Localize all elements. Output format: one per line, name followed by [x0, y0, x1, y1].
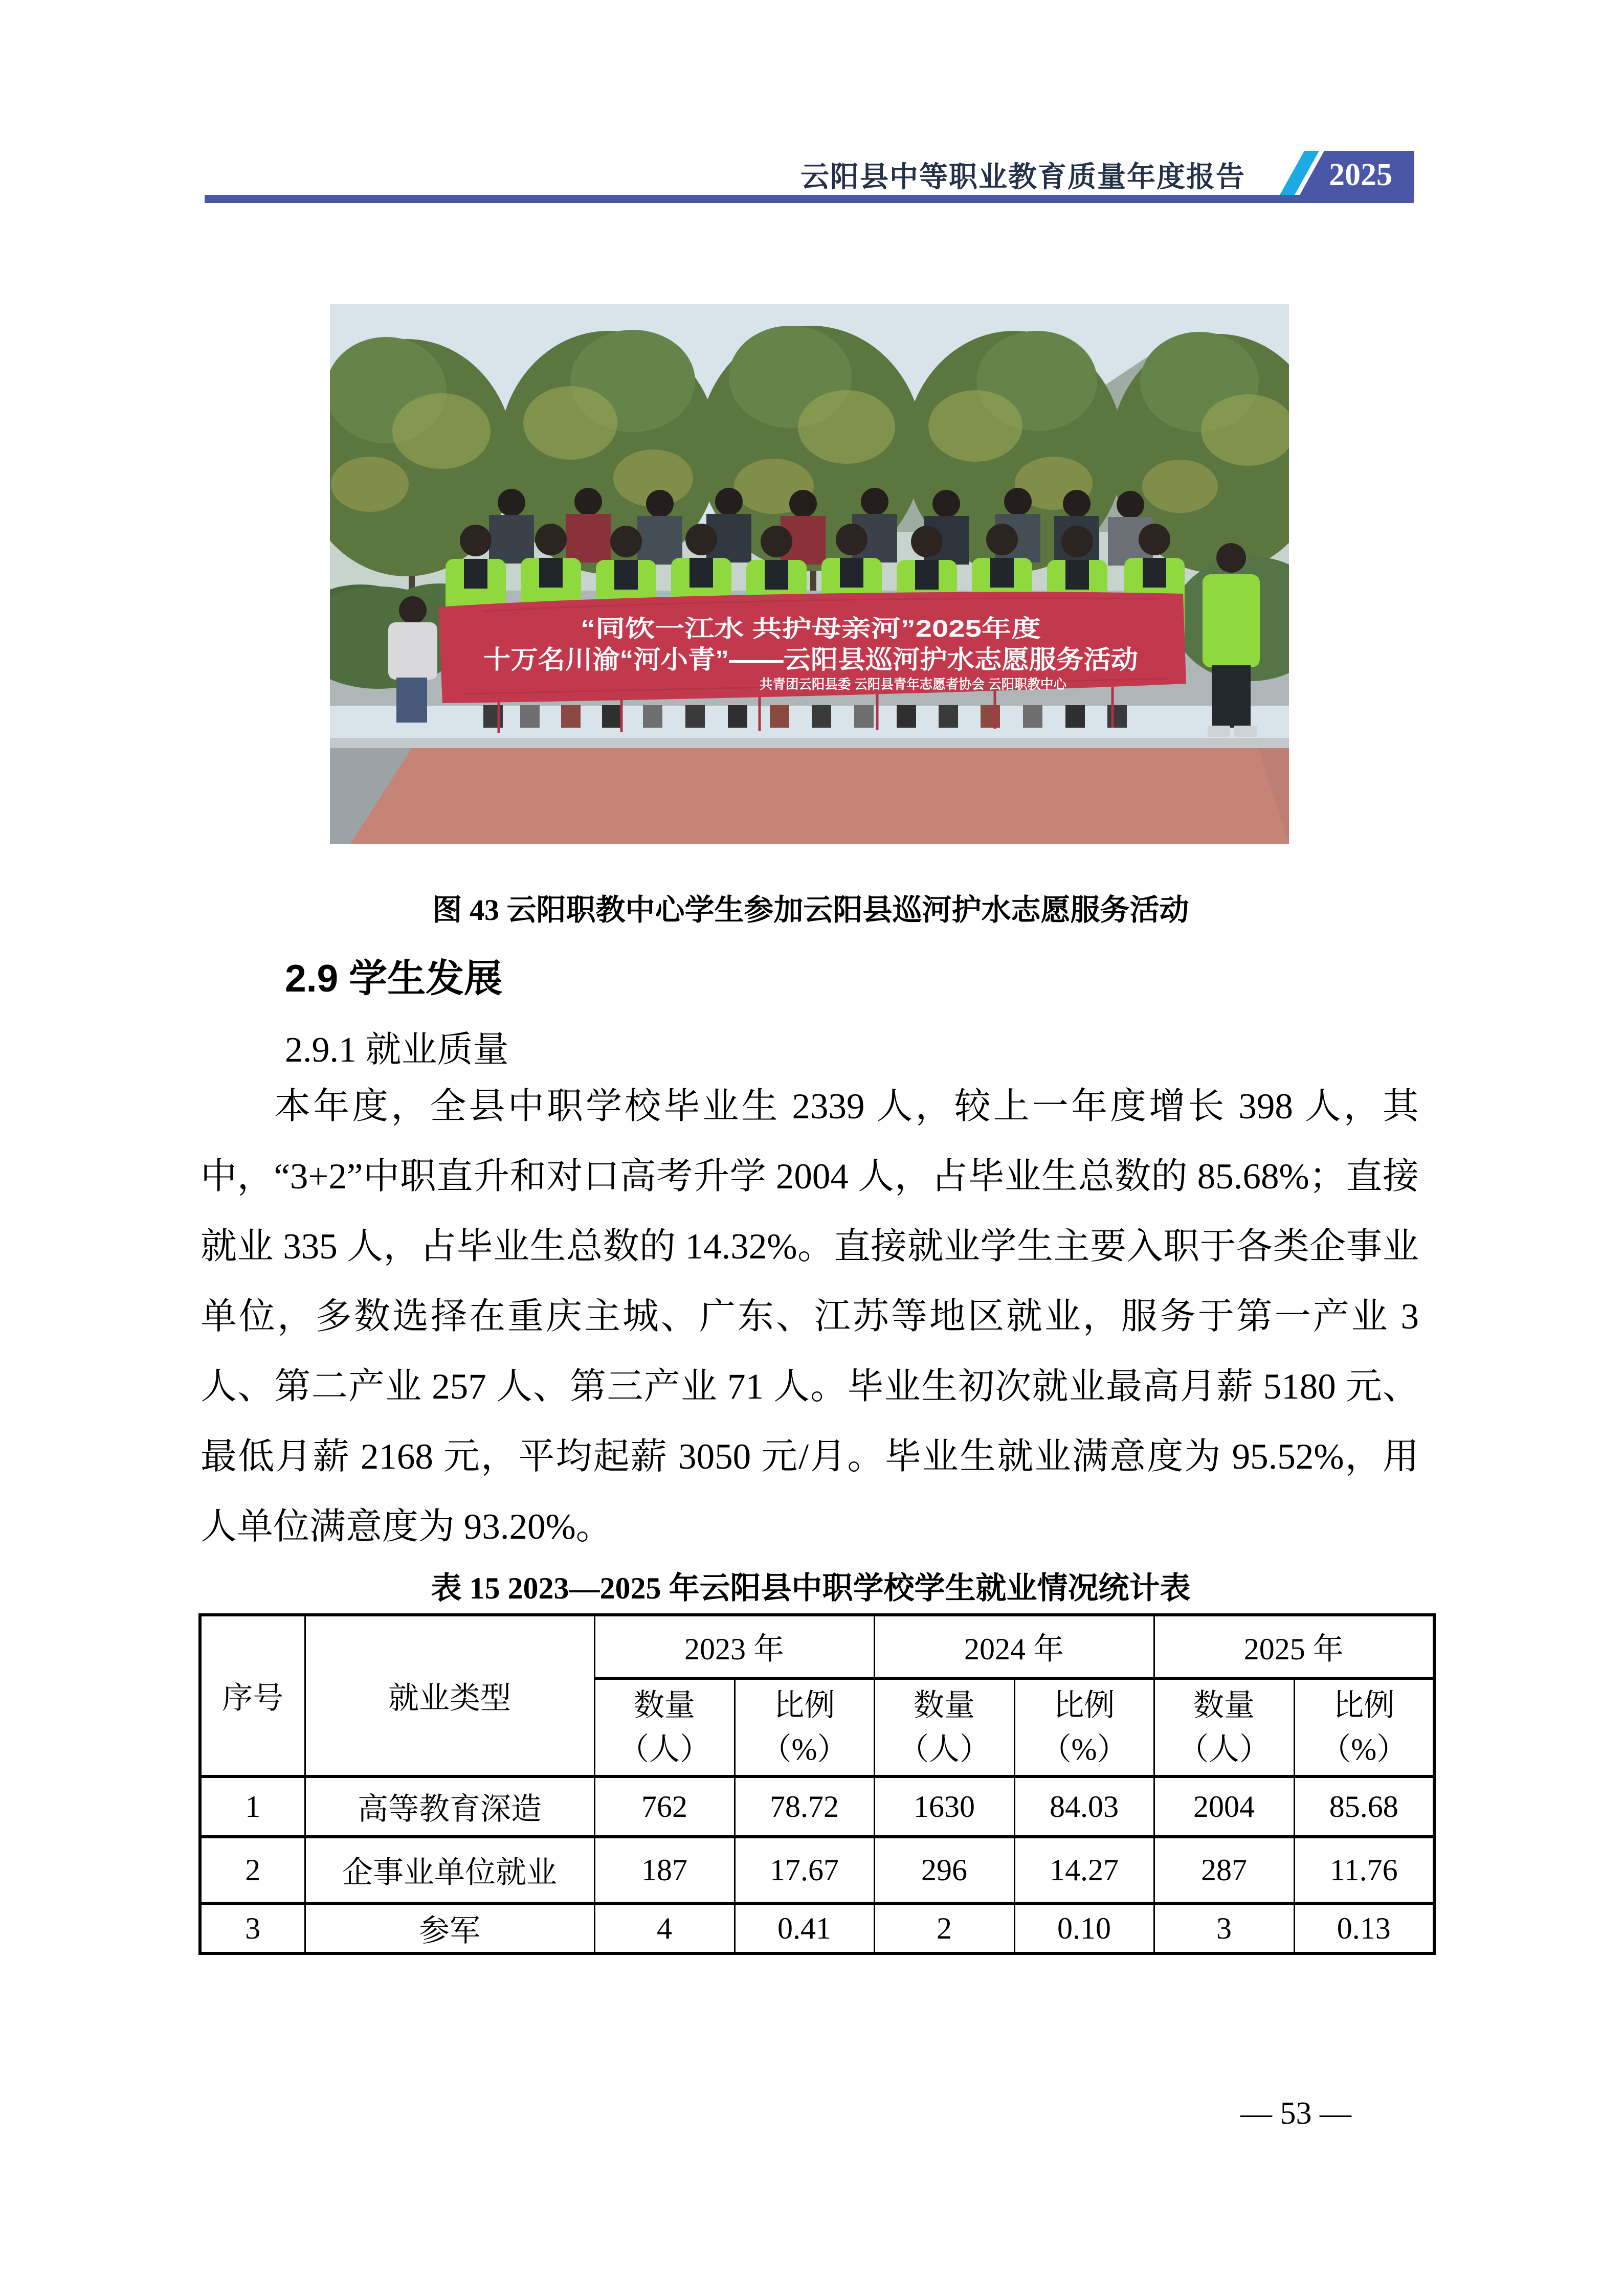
col-header-type: 就业类型 — [305, 1615, 594, 1776]
qty-label: 数量 — [914, 1689, 975, 1722]
cell-seq: 1 — [200, 1776, 305, 1837]
body-paragraph: 本年度，全县中职学校毕业生 2339 人，较上一年度增长 398 人，其中，“3+2”中职直升和对口高考升学 2004 人，占毕业生总数的 85.68%；直接就业 335 人，占毕业生总数的 14.32%。直接就业学生主要入职于各类企事业单位，多数选择在重庆主城、广东、江苏等地区就业，服务于第一产业 3 人、第二产业 257 人、第三产业 71 人。毕业生初次就业最高月薪 5180 元、最低月薪 2168 元，平均起薪 3050 元/月。毕业生就业满意度为 95.52%，用人单位满意度为 93.20%。 — [201, 1087, 1419, 1547]
cell-value: 78.72 — [735, 1776, 874, 1837]
table-caption: 表 15 2023—2025 年云阳县中职学校学生就业情况统计表 — [431, 1571, 1191, 1605]
cell-seq: 3 — [200, 1903, 305, 1953]
col-header-year-2024: 2024 年 — [874, 1615, 1154, 1678]
ratio-unit: （%） — [1320, 1732, 1408, 1766]
cell-value: 3 — [1154, 1903, 1294, 1953]
col-header-ratio-2024 — [1014, 1678, 1154, 1776]
col-header-ratio-2025 — [1294, 1678, 1434, 1776]
ratio-label: 比例 — [1053, 1689, 1115, 1722]
page-number: — 53 — — [1240, 2096, 1351, 2131]
cell-value: 85.68 — [1294, 1776, 1434, 1837]
badge-year-text: 2025 — [1329, 157, 1392, 192]
cell-value: 84.03 — [1014, 1776, 1154, 1837]
cell-value: 187 — [594, 1837, 735, 1903]
subsection-heading: 2.9.1 就业质量 — [285, 1030, 509, 1070]
cell-value: 11.76 — [1294, 1837, 1434, 1903]
table-row — [200, 1903, 1434, 1953]
ratio-label: 比例 — [773, 1689, 835, 1722]
section-heading: 2.9 学生发展 — [285, 957, 503, 1000]
cell-value: 0.13 — [1294, 1903, 1434, 1953]
cell-value: 14.27 — [1014, 1837, 1154, 1903]
cell-seq: 2 — [200, 1837, 305, 1903]
qty-label: 数量 — [1193, 1689, 1255, 1722]
banner — [438, 592, 1186, 703]
cell-value: 4 — [594, 1903, 735, 1953]
cell-value: 17.67 — [735, 1837, 874, 1903]
year-badge — [1259, 151, 1414, 196]
col-header-qty-2023 — [594, 1678, 735, 1776]
col-header-qty-2024 — [874, 1678, 1014, 1776]
cell-value: 0.41 — [735, 1903, 874, 1953]
report-title: 云阳县中等职业教育质量年度报告 — [800, 162, 1245, 193]
col-header-year-2025: 2025 年 — [1154, 1615, 1434, 1678]
track-inner — [330, 748, 1289, 844]
cell-type: 企事业单位就业 — [305, 1837, 594, 1903]
cell-value: 1630 — [874, 1776, 1014, 1837]
curb — [330, 738, 1289, 749]
ratio-label: 比例 — [1333, 1689, 1395, 1722]
col-header-qty-2025 — [1154, 1678, 1294, 1776]
ratio-unit: （%） — [761, 1732, 848, 1766]
qty-unit: （人） — [618, 1732, 710, 1766]
cell-value: 2004 — [1154, 1776, 1294, 1837]
cell-value: 762 — [594, 1776, 735, 1837]
qty-unit: （人） — [1178, 1732, 1270, 1766]
cell-value: 2 — [874, 1903, 1014, 1953]
cell-value: 0.10 — [1014, 1903, 1154, 1953]
figure-caption: 图 43 云阳职教中心学生参加云阳县巡河护水志愿服务活动 — [432, 893, 1189, 927]
activity-photo — [330, 304, 1289, 844]
banner-text-line3: 共青团云阳县委 云阳县青年志愿者协会 云阳职教中心 — [760, 677, 1067, 692]
banner-text-line1: “同饮一江水 共护母亲河”2025年度 — [581, 615, 1041, 642]
photo-scene — [330, 304, 1289, 844]
col-header-seq: 序号 — [200, 1615, 305, 1776]
banner-text-line2: 十万名川渝“河小青”——云阳县巡河护水志愿服务活动 — [483, 645, 1138, 674]
employment-statistics-table — [198, 1613, 1436, 1955]
qty-unit: （人） — [898, 1732, 990, 1766]
cell-type: 参军 — [305, 1903, 594, 1953]
table-row — [200, 1776, 1434, 1837]
col-header-year-2023: 2023 年 — [594, 1615, 874, 1678]
cell-value: 287 — [1154, 1837, 1294, 1903]
ratio-unit: （%） — [1040, 1732, 1128, 1766]
col-header-ratio-2023 — [735, 1678, 874, 1776]
header-rule — [205, 195, 1414, 203]
qty-label: 数量 — [634, 1689, 695, 1722]
cell-value: 296 — [874, 1837, 1014, 1903]
cell-type: 高等教育深造 — [305, 1776, 594, 1837]
table-row — [200, 1837, 1434, 1903]
